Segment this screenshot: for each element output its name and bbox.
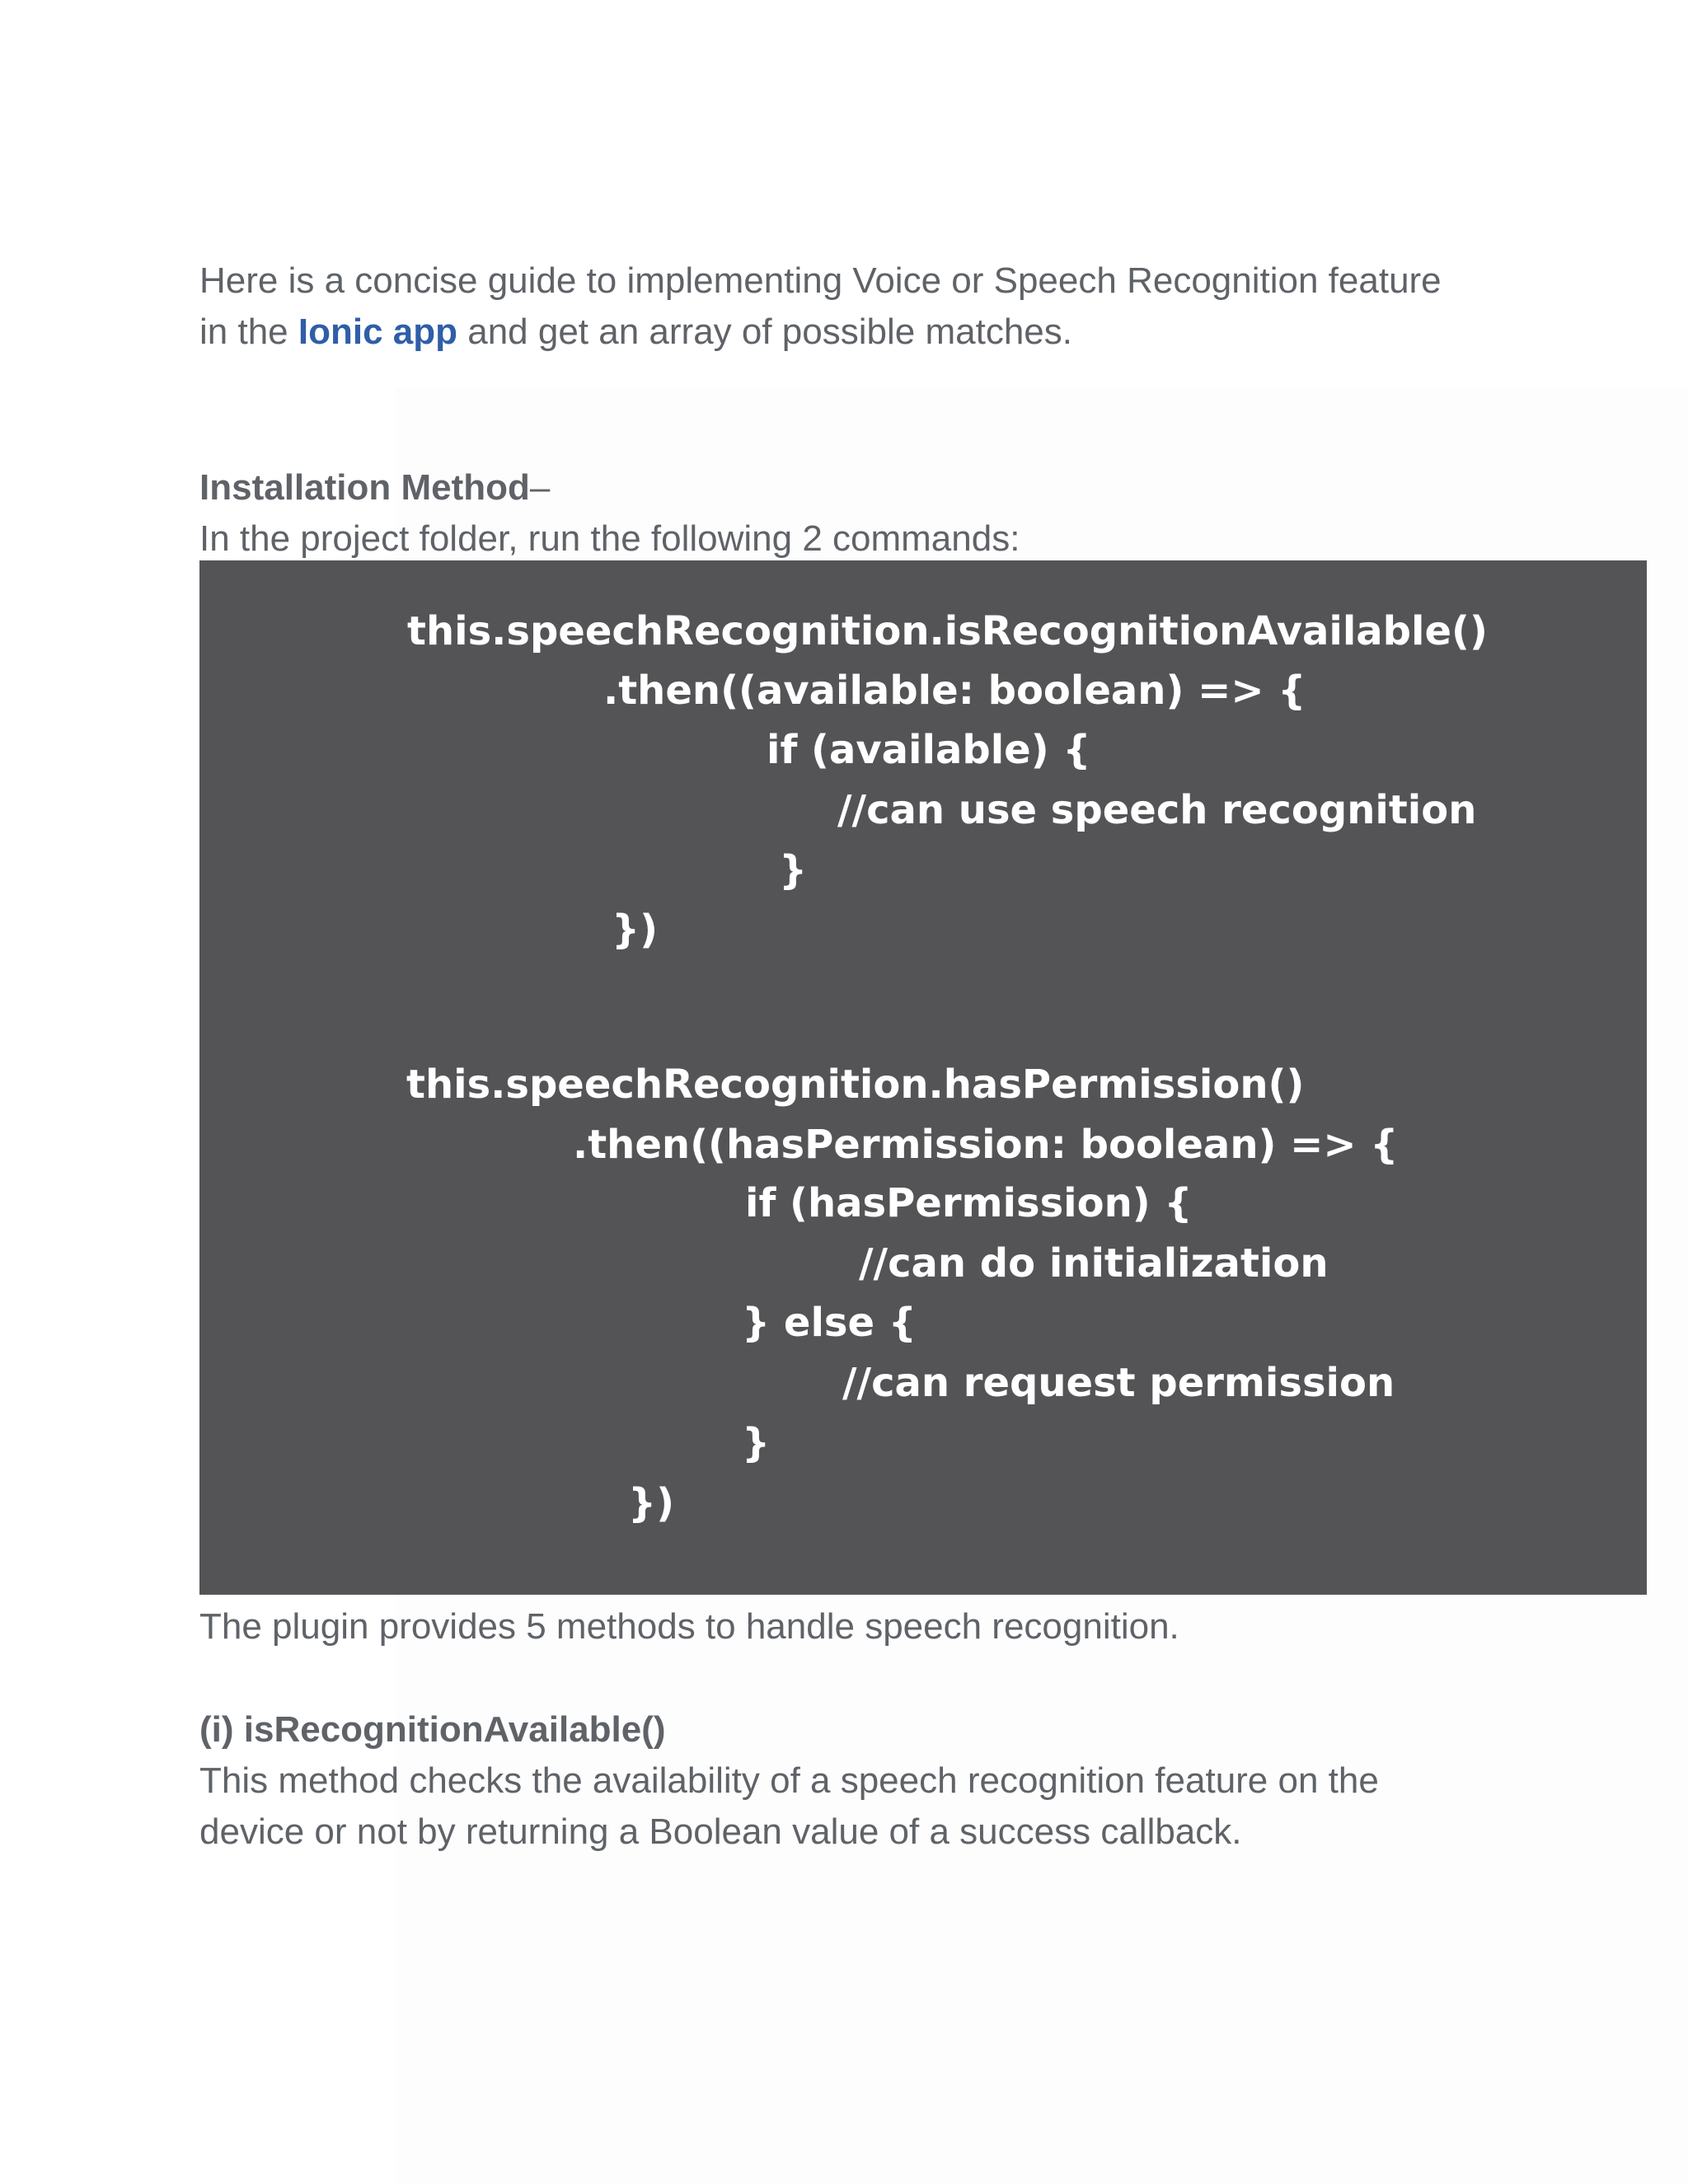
intro-line-1: Here is a concise guide to implementing Voice or Speech Recognition feature [199, 260, 1442, 301]
intro-paragraph [199, 255, 1442, 358]
code-line: } [742, 1420, 771, 1466]
installation-heading-text: Installation Method [199, 467, 530, 508]
installation-heading [199, 462, 550, 513]
method-description [199, 1755, 1379, 1858]
code-line: if (hasPermission) { [745, 1180, 1193, 1226]
code-line: } else { [742, 1300, 917, 1346]
intro-line-2-start: in the [199, 312, 298, 352]
code-line: }) [612, 907, 659, 953]
code-line: this.speechRecognition.hasPermission() [406, 1062, 1305, 1108]
method-description-line-1: This method checks the availability of a speech recognition feature on the [199, 1760, 1379, 1801]
method-description-line-2: device or not by returning a Boolean value of a success callback. [199, 1811, 1242, 1852]
code-line: //can do initialization [859, 1240, 1329, 1286]
intro-line-2-end: and get an array of possible matches. [457, 312, 1072, 352]
code-line: .then((available: boolean) => { [603, 668, 1306, 714]
code-line: } [779, 847, 808, 893]
method-heading: (i) isRecognitionAvailable() [199, 1709, 666, 1750]
code-line: .then((hasPermission: boolean) => { [573, 1122, 1399, 1168]
code-line: if (available) { [767, 727, 1091, 773]
ionic-app-link[interactable]: Ionic app [298, 312, 457, 352]
installation-text: In the project folder, run the following 2 commands: [199, 518, 1020, 559]
code-line: //can request permission [842, 1360, 1395, 1406]
code-line: //can use speech recognition [837, 787, 1477, 833]
code-line: }) [628, 1480, 675, 1526]
installation-heading-dash: – [529, 467, 551, 508]
plugin-methods-text: The plugin provides 5 methods to handle speech recognition. [199, 1606, 1179, 1647]
code-block [199, 560, 1647, 1595]
code-line: this.speechRecognition.isRecognitionAvailable() [407, 608, 1488, 654]
